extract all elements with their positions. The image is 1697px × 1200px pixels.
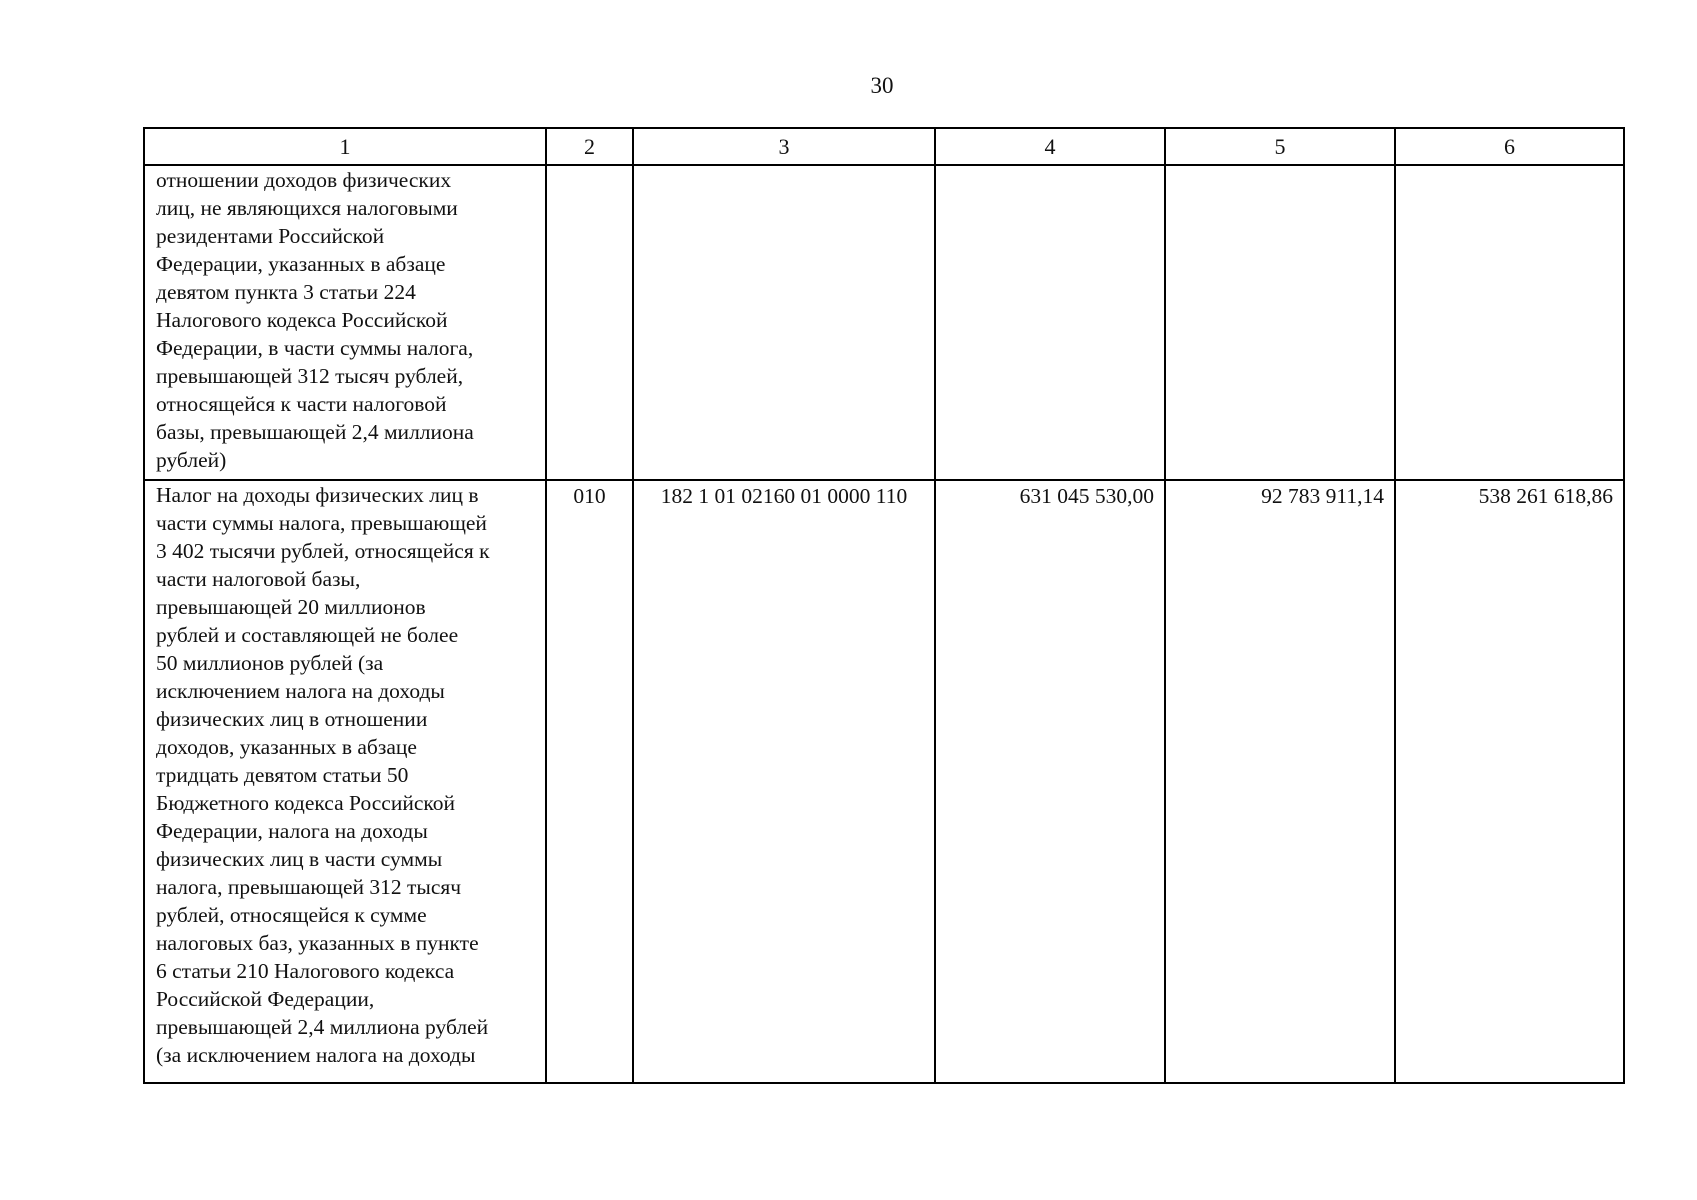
income-name-line: физических лиц в части суммы [156,847,443,871]
column-number-row [144,128,1624,165]
income-name-line: Налогового кодекса Российской [156,308,448,332]
income-name-cell [144,165,546,480]
income-name-line: налога, превышающей 312 тысяч [156,875,462,899]
income-name-line: исключением налога на доходы [156,679,445,703]
income-name-line: физических лиц в отношении [156,707,428,731]
income-name-line: 50 миллионов рублей (за [156,651,384,675]
table-row [144,480,1624,1083]
unexecuted-amount-cell [1395,165,1624,480]
column-number-header: 4 [935,128,1165,165]
column-number-header: 3 [633,128,935,165]
income-name-line: отношении доходов физических [156,168,452,192]
line-code-cell [546,165,633,480]
income-name-line: рублей) [156,448,227,472]
executed-amount-cell: 92 783 911,14 [1165,480,1395,1083]
column-number-header: 5 [1165,128,1395,165]
income-name-line: Бюджетного кодекса Российской [156,791,455,815]
income-name-line: девятом пункта 3 статьи 224 [156,280,416,304]
line-code-cell: 010 [546,480,633,1083]
budget-code-cell: 182 1 01 02160 01 0000 110 [633,480,935,1083]
income-name-line: относящейся к части налоговой [156,392,447,416]
income-name-line: превышающей 312 тысяч рублей, [156,364,464,388]
income-name-line: части налоговой базы, [156,567,361,591]
approved-amount-cell [935,165,1165,480]
column-number-header: 1 [144,128,546,165]
income-name-line: налоговых баз, указанных в пункте [156,931,479,955]
income-name-line: Российской Федерации, [156,987,375,1011]
page-number: 30 [870,73,894,98]
budget-code-cell [633,165,935,480]
income-name-line: превышающей 2,4 миллиона рублей [156,1015,489,1039]
income-name-line: резидентами Российской [156,224,385,248]
income-name-line: базы, превышающей 2,4 миллиона [156,420,474,444]
column-number-header: 6 [1395,128,1624,165]
income-name-line: превышающей 20 миллионов [156,595,426,619]
income-name-line: части суммы налога, превышающей [156,511,487,535]
income-name-line: Федерации, указанных в абзаце [156,252,446,276]
income-name-line: 6 статьи 210 Налогового кодекса [156,959,455,983]
unexecuted-amount-cell: 538 261 618,86 [1395,480,1624,1083]
income-name-line: Налог на доходы физических лиц в [156,483,479,507]
income-name-line: доходов, указанных в абзаце [156,735,417,759]
income-name-cell [144,480,546,1083]
approved-amount-cell: 631 045 530,00 [935,480,1165,1083]
budget-execution-table [143,127,1625,1084]
executed-amount-cell [1165,165,1395,480]
income-name-line: Федерации, налога на доходы [156,819,428,843]
income-name-line: рублей, относящейся к сумме [156,903,427,927]
income-name-line: (за исключением налога на доходы [156,1043,476,1067]
income-name-line: рублей и составляющей не более [156,623,459,647]
income-name-line: тридцать девятом статьи 50 [156,763,409,787]
table-row [144,165,1624,480]
column-number-header: 2 [546,128,633,165]
income-name-line: Федерации, в части суммы налога, [156,336,474,360]
income-name-line: 3 402 тысячи рублей, относящейся к [156,539,490,563]
income-name-line: лиц, не являющихся налоговыми [156,196,458,220]
